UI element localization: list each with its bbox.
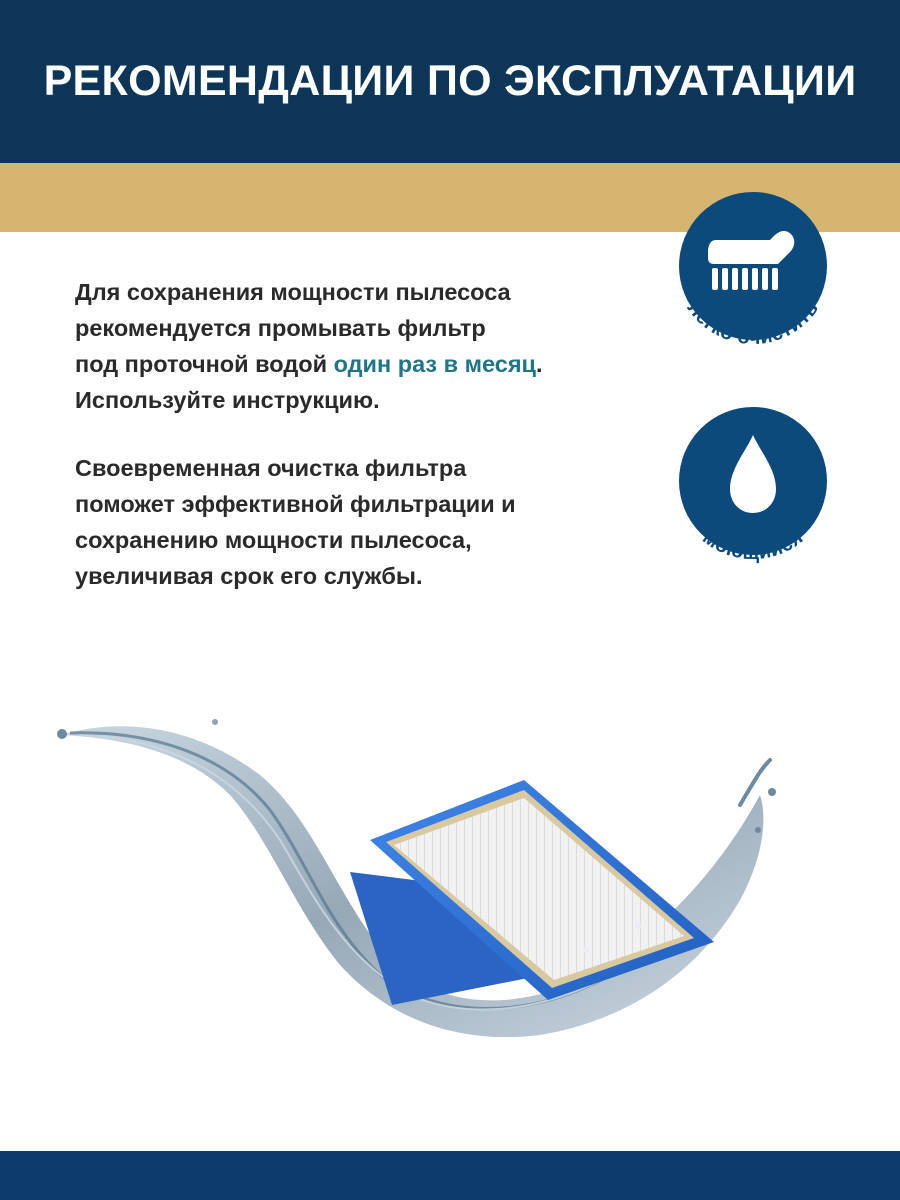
punctuation: .: [535, 351, 543, 377]
page-header: [0, 0, 900, 163]
badge-washable: [664, 403, 854, 613]
badge-label: легко очистить: [682, 297, 824, 350]
advice-line: увеличивая срок его службы.: [75, 563, 423, 589]
badge-label: моющийся: [698, 526, 808, 565]
footer-band: [0, 1151, 900, 1200]
intro-line: под проточной водой: [75, 351, 334, 377]
intro-line: Используйте инструкцию.: [75, 387, 380, 413]
badge-easy-clean: [664, 186, 854, 396]
page-title: РЕКОМЕНДАЦИИ ПО ЭКСПЛУАТАЦИИ: [43, 57, 857, 105]
advice-line: Своевременная очистка фильтра: [75, 455, 467, 481]
filter-water-illustration: [40, 700, 800, 1065]
frequency-highlight: один раз в месяц: [333, 351, 536, 377]
intro-line-with-highlight: [75, 346, 635, 382]
intro-text: [75, 274, 635, 418]
advice-line: поможет эффективной фильтрации и: [75, 491, 516, 517]
intro-line: рекомендуется промывать фильтр: [75, 315, 486, 341]
advice-line: сохранению мощности пылесоса,: [75, 527, 472, 553]
advice-text: [75, 450, 635, 594]
intro-line: Для сохранения мощности пылесоса: [75, 279, 511, 305]
